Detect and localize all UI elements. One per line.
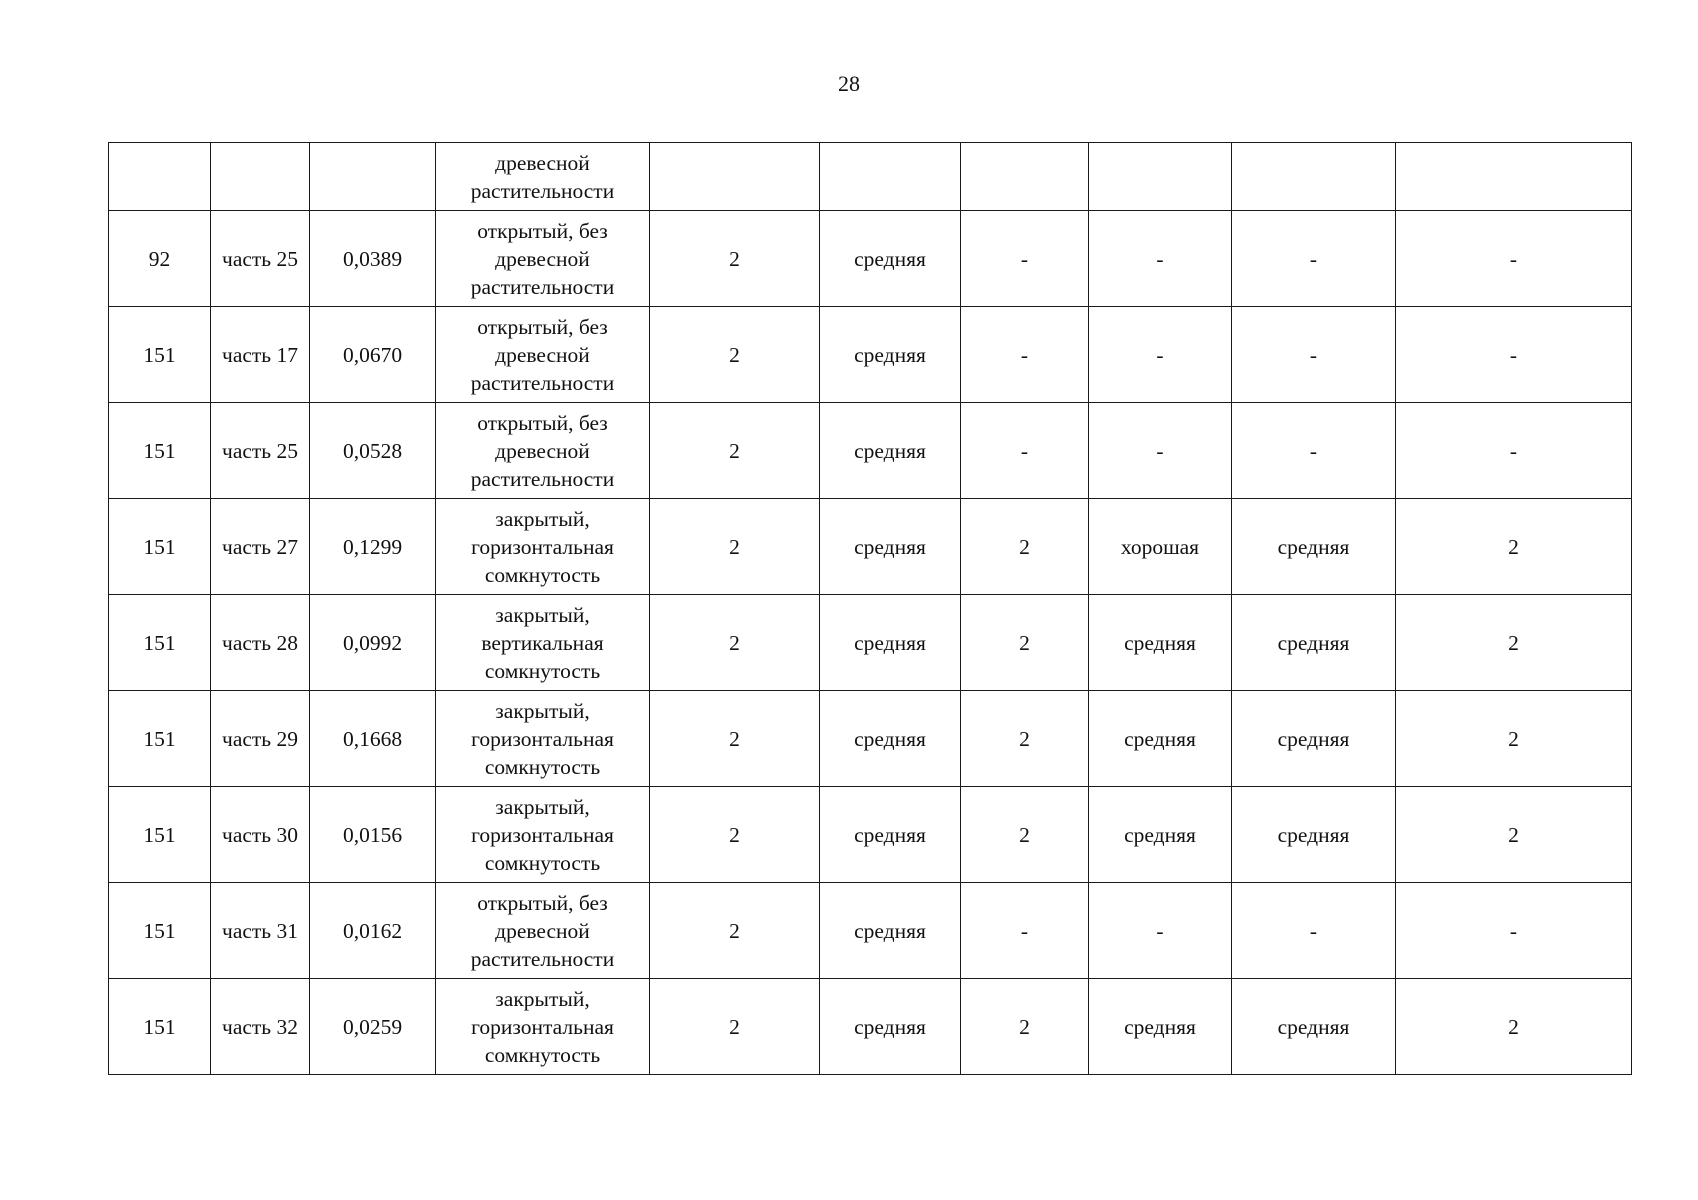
table-cell: часть 28	[211, 595, 310, 691]
table-row	[109, 691, 1632, 787]
table-cell: 2	[961, 979, 1089, 1075]
table-cell: часть 25	[211, 211, 310, 307]
table-cell: 151	[109, 979, 211, 1075]
table-cell: 151	[109, 883, 211, 979]
table-cell	[961, 143, 1089, 211]
table-cell: средняя	[820, 403, 961, 499]
table-cell: -	[1232, 307, 1396, 403]
table-cell	[650, 143, 820, 211]
table-cell: -	[1232, 883, 1396, 979]
table-cell: 0,1668	[310, 691, 436, 787]
table-row	[109, 499, 1632, 595]
table-row	[109, 595, 1632, 691]
table-cell: 151	[109, 403, 211, 499]
table-cell: 0,0389	[310, 211, 436, 307]
table-cell: 0,1299	[310, 499, 436, 595]
table-cell: хорошая	[1089, 499, 1232, 595]
table-cell: открытый, без древесной растительности	[436, 403, 650, 499]
table-cell: 2	[961, 691, 1089, 787]
table-cell: -	[1232, 403, 1396, 499]
table-cell: -	[961, 307, 1089, 403]
table-cell: средняя	[820, 211, 961, 307]
table-cell: часть 29	[211, 691, 310, 787]
table-cell: -	[961, 403, 1089, 499]
table-cell: 2	[1396, 979, 1632, 1075]
table-row	[109, 787, 1632, 883]
table-cell: средняя	[820, 595, 961, 691]
table-cell: средняя	[820, 979, 961, 1075]
table-cell: -	[961, 211, 1089, 307]
table-cell: 0,0992	[310, 595, 436, 691]
table-cell: средняя	[1089, 787, 1232, 883]
table-row	[109, 211, 1632, 307]
table-cell: средняя	[1089, 691, 1232, 787]
table-cell: -	[1089, 211, 1232, 307]
table-cell: средняя	[820, 499, 961, 595]
table-cell: 2	[650, 403, 820, 499]
table-cell: 2	[961, 499, 1089, 595]
table-cell: закрытый, горизонтальная сомкнутость	[436, 499, 650, 595]
table-cell: 2	[650, 211, 820, 307]
table-cell: 2	[1396, 595, 1632, 691]
table-cell: 2	[1396, 787, 1632, 883]
table-cell: 151	[109, 787, 211, 883]
table-cell: средняя	[820, 883, 961, 979]
table-cell: 2	[961, 787, 1089, 883]
table-cell: -	[961, 883, 1089, 979]
table-cell: 2	[650, 691, 820, 787]
table-cell: средняя	[1232, 691, 1396, 787]
table-cell	[1232, 143, 1396, 211]
table-cell: часть 30	[211, 787, 310, 883]
table-cell: -	[1396, 883, 1632, 979]
table-cell: 151	[109, 307, 211, 403]
table-cell: 0,0528	[310, 403, 436, 499]
table-cell	[1089, 143, 1232, 211]
table-cell: средняя	[1232, 595, 1396, 691]
table-cell: 2	[650, 787, 820, 883]
table-cell: 92	[109, 211, 211, 307]
table-cell: 2	[650, 499, 820, 595]
table-cell: -	[1396, 403, 1632, 499]
table-cell: древесной растительности	[436, 143, 650, 211]
table-cell: средняя	[1232, 499, 1396, 595]
table-cell: закрытый, горизонтальная сомкнутость	[436, 691, 650, 787]
table-cell	[820, 143, 961, 211]
table-body	[109, 143, 1632, 1075]
table-cell: 2	[650, 307, 820, 403]
table-row-continued	[109, 143, 1632, 211]
table-row	[109, 883, 1632, 979]
table-cell: 0,0670	[310, 307, 436, 403]
table-cell: закрытый, вертикальная сомкнутость	[436, 595, 650, 691]
table-cell	[310, 143, 436, 211]
table-row	[109, 979, 1632, 1075]
table-cell	[109, 143, 211, 211]
table-cell: открытый, без древесной растительности	[436, 211, 650, 307]
table-cell: закрытый, горизонтальная сомкнутость	[436, 979, 650, 1075]
data-table-container	[108, 142, 1631, 1075]
table-cell: 2	[1396, 499, 1632, 595]
table-cell: средняя	[1089, 979, 1232, 1075]
table-cell: средняя	[1232, 787, 1396, 883]
table-cell: средняя	[820, 307, 961, 403]
table-cell	[211, 143, 310, 211]
table-cell: -	[1396, 307, 1632, 403]
page-number: 28	[838, 71, 860, 96]
table-cell: средняя	[1232, 979, 1396, 1075]
table-cell: часть 25	[211, 403, 310, 499]
table-row	[109, 307, 1632, 403]
table-cell: открытый, без древесной растительности	[436, 883, 650, 979]
table-cell: -	[1089, 403, 1232, 499]
table-cell: средняя	[820, 691, 961, 787]
table-cell: часть 31	[211, 883, 310, 979]
table-cell: закрытый, горизонтальная сомкнутость	[436, 787, 650, 883]
table-cell: -	[1396, 211, 1632, 307]
table-cell: -	[1089, 883, 1232, 979]
table-cell: 0,0162	[310, 883, 436, 979]
table-cell: 2	[650, 979, 820, 1075]
table-cell: 151	[109, 691, 211, 787]
table-cell: открытый, без древесной растительности	[436, 307, 650, 403]
table-cell: 2	[650, 883, 820, 979]
table-cell: -	[1089, 307, 1232, 403]
table-cell: средняя	[820, 787, 961, 883]
table-cell: 0,0156	[310, 787, 436, 883]
table-cell: 2	[961, 595, 1089, 691]
table-row	[109, 403, 1632, 499]
table-cell: средняя	[1089, 595, 1232, 691]
table-cell: -	[1232, 211, 1396, 307]
table-cell: 2	[650, 595, 820, 691]
table-cell: 151	[109, 595, 211, 691]
table-cell: часть 27	[211, 499, 310, 595]
table-cell: 2	[1396, 691, 1632, 787]
table-cell: часть 32	[211, 979, 310, 1075]
table-cell: 151	[109, 499, 211, 595]
data-table	[108, 142, 1632, 1075]
table-cell: часть 17	[211, 307, 310, 403]
table-cell: 0,0259	[310, 979, 436, 1075]
table-cell	[1396, 143, 1632, 211]
